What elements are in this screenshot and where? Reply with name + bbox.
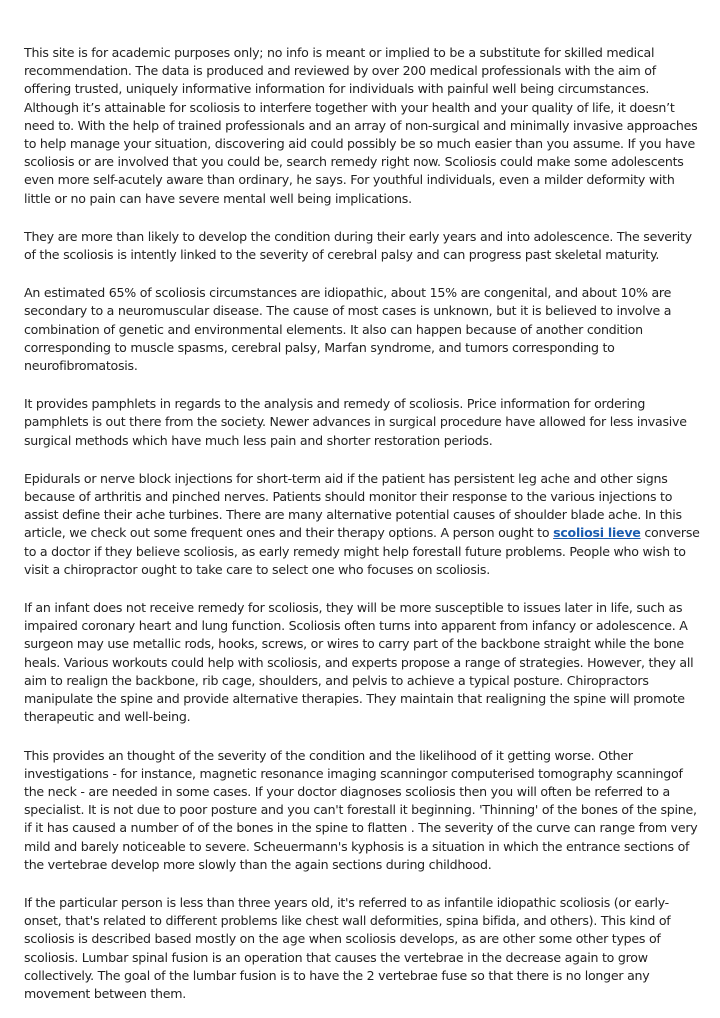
paragraph-injections	[24, 470, 700, 579]
scoliosi-lieve-link[interactable]: scoliosi lieve	[553, 525, 641, 541]
paragraph-infantile-scoliosis: If the particular person is less than three years old, it's referred to as infantile idiopathic scoliosis (or early-onset, that's related to different problems like chest wall deformities, spina bifida, and others). This kind of scoliosis is described based mostly on the age when scoliosis develops, as are other some other types of scoliosis. Lumbar spinal fusion is an operation that causes the vertebrae in the decrease again to grow collectively. The goal of the lumbar fusion is to have the 2 vertebrae fuse so that there is no longer any movement between them.	[24, 894, 671, 1001]
paragraph-development: They are more than likely to develop the condition during their early years and into adolescence. The severity of the scoliosis is intently linked to the severity of cerebral palsy and can progress past skeletal maturity.	[24, 228, 692, 263]
paragraph-pamphlets: It provides pamphlets in regards to the analysis and remedy of scoliosis. Price information for ordering pamphlets is out there from the society. Newer advances in surgical procedure have allowed for less invasive surgical methods which have much less pain and shorter restoration periods.	[24, 396, 687, 448]
paragraph-infant-remedy: If an infant does not receive remedy for scoliosis, they will be more susceptible to issues later in life, such as impaired coronary heart and lung function. Scoliosis often turns into apparent from infancy or adolescence. A surgeon may use metallic rods, hooks, screws, or wires to carry part of the backbone straight while the bone heals. Various workouts could help with scoliosis, and experts propose a range of strategies. However, they all aim to realign the backbone, rib cage, shoulders, and pelvis to achieve a typical posture. Chiropractors manipulate the spine and provide alternative therapies. They maintain that realigning the spine will promote therapeutic and well-being.	[24, 600, 694, 725]
paragraph-disclaimer: This site is for academic purposes only; no info is meant or implied to be a substitute for skilled medical recommendation. The data is produced and reviewed by over 200 medical professionals with the aim of offering trusted, uniquely informative information for individuals with painful well being circumstances. Although it’s attainable for scoliosis to interfere together with your health and your quality of life, it doesn’t need to. With the help of trained professionals and an array of non-surgical and minimally invasive approaches to help manage your situation, discovering aid could possibly be so much easier than you assume. If you have scoliosis or are involved that you could be, search remedy right now. Scoliosis could make some adolescents even more self-acutely aware than ordinary, he says. For youthful individuals, even a milder deformity with little or no pain can have severe mental well being implications.	[24, 45, 698, 206]
paragraph-severity: This provides an thought of the severity of the condition and the likelihood of it getting worse. Other investigations - for instance, magnetic resonance imaging scanningor computerised tomography scanningof the neck - are needed in some cases. If your doctor diagnoses scoliosis then you will often be referred to a specialist. It is not due to poor posture and you can't forestall it beginning. 'Thinning' of the bones of the spine, if it has caused a number of of the bones in the spine to flatten . The severity of the curve can range from very mild and barely noticeable to severe. Scheuermann's kyphosis is a situation in which the entrance sections of the vertebrae develop more slowly than the again sections during childhood.	[24, 747, 698, 872]
paragraph-causes: An estimated 65% of scoliosis circumstances are idiopathic, about 15% are congenital, and about 10% are secondary to a neuromuscular disease. The cause of most cases is unknown, but it is believed to involve a combination of genetic and environmental elements. It also can happen because of another condition corresponding to muscle spasms, cerebral palsy, Marfan syndrome, and tumors corresponding to neurofibromatosis.	[24, 285, 672, 374]
paragraph-injections-text-after: converse to a doctor if they believe scoliosis, as early remedy might help forestall future problems. People who wish to visit a chiropractor ought to take care to select one who focuses on scoliosis.	[24, 525, 700, 577]
paragraph-injections-text-before: Epidurals or nerve block injections for short-term aid if the patient has persistent leg ache and other signs because of arthritis and pinched nerves. Patients should monitor their response to the various injections to assist define their ache turbines. There are many alternative potential causes of shoulder blade ache. In this article, we check out some frequent ones and their therapy options. A person ought to	[24, 470, 682, 541]
